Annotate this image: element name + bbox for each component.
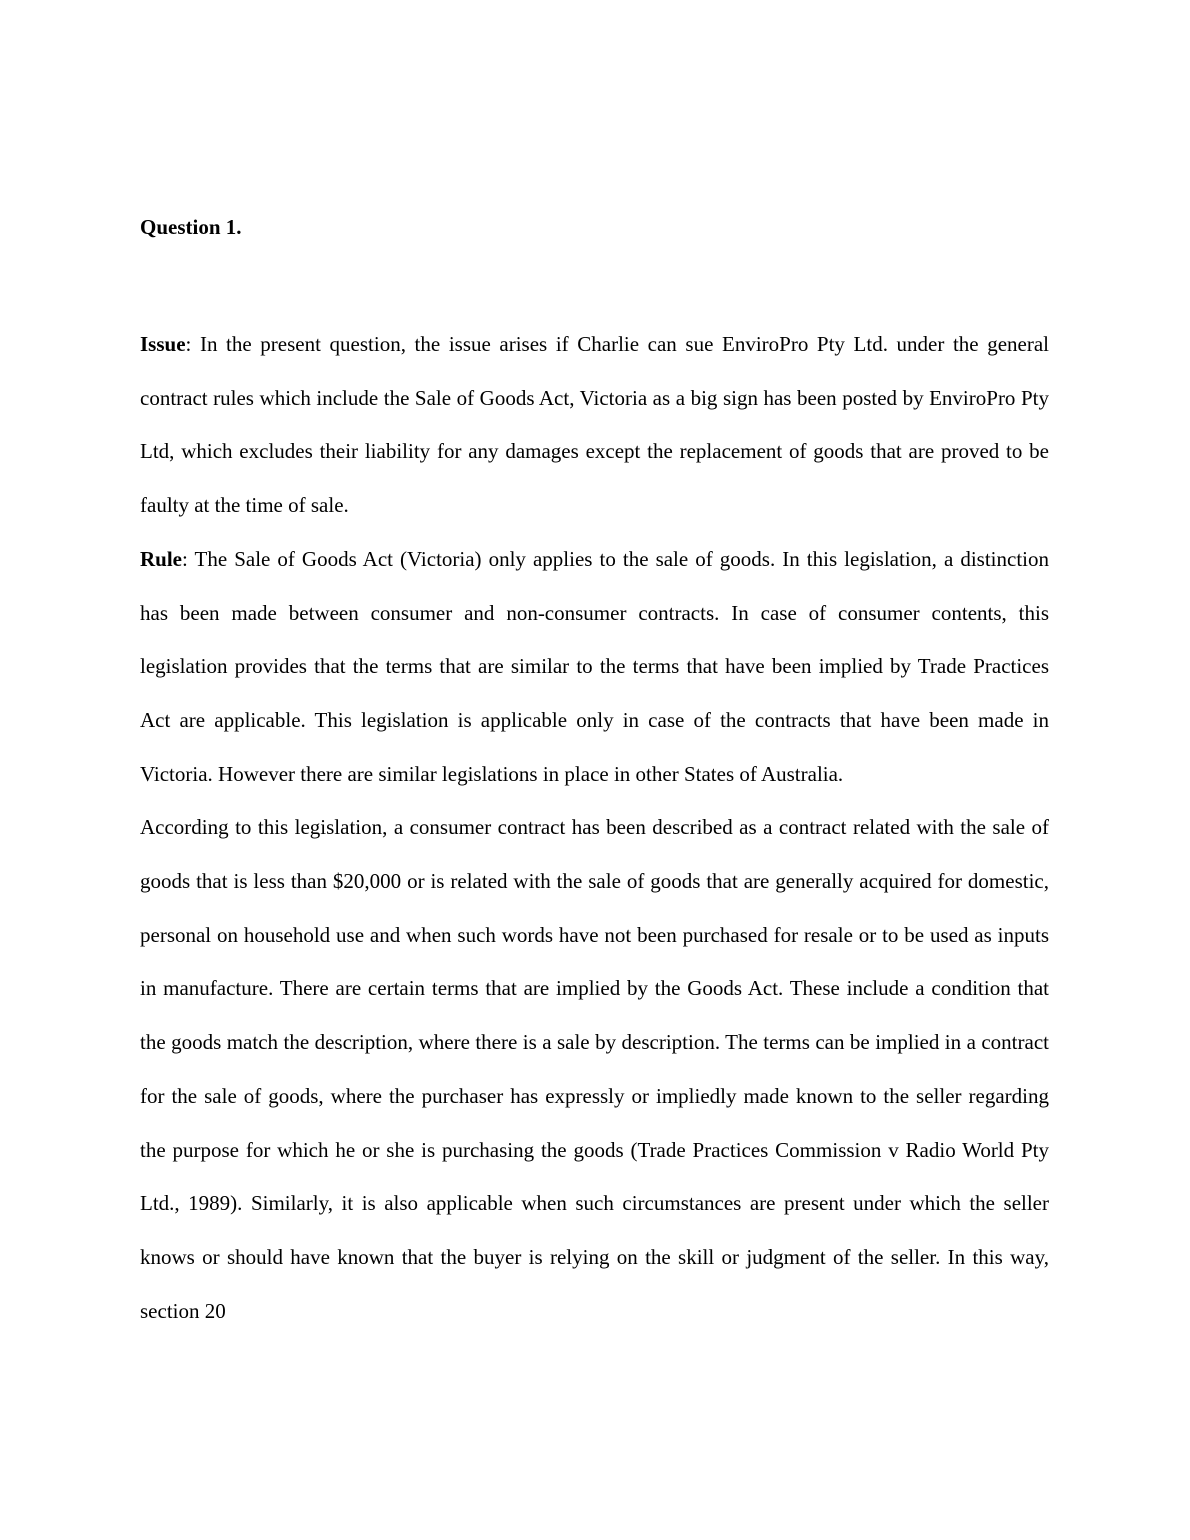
document-body	[140, 318, 1049, 1338]
rule-text: : The Sale of Goods Act (Victoria) only applies to the sale of goods. In this legislation, a distinction has been made between consumer and non-consumer contracts. In case of consumer contents, this legislation provides that the terms that are similar to the terms that have been implied by Trade Practices Act are applicable. This legislation is applicable only in case of the contracts that have been made in Victoria. However there are similar legislations in place in other States of Australia.	[140, 546, 1049, 786]
question-heading: Question 1.	[140, 215, 242, 239]
issue-label: Issue	[140, 332, 186, 356]
issue-paragraph	[140, 318, 1049, 533]
legislation-text: According to this legislation, a consumer contract has been described as a contract related with the sale of goods that is less than $20,000 or is related with the sale of goods that are generally acquired for domestic, personal on household use and when such words have not been purchased for resale or to be used as inputs in manufacture. There are certain terms that are implied by the Goods Act. These include a condition that the goods match the description, where there is a sale by description. The terms can be implied in a contract for the sale of goods, where the purchaser has expressly or impliedly made known to the seller regarding the purpose for which he or she is purchasing the goods (Trade Practices Commission v Radio World Pty Ltd., 1989). Similarly, it is also applicable when such circumstances are present under which the seller knows or should have known that the buyer is relying on the skill or judgment of the seller. In this way, section 20	[140, 815, 1049, 1323]
legislation-paragraph	[140, 801, 1049, 1338]
rule-label: Rule	[140, 546, 182, 571]
issue-text: : In the present question, the issue arises if Charlie can sue EnviroPro Pty Ltd. under the general contract rules which include the Sale of Goods Act, Victoria as a big sign has been posted by EnviroPro Pty Ltd, which excludes their liability for any damages except the replacement of goods that are proved to be faulty at the time of sale.	[140, 332, 1049, 518]
rule-paragraph	[140, 533, 1049, 802]
